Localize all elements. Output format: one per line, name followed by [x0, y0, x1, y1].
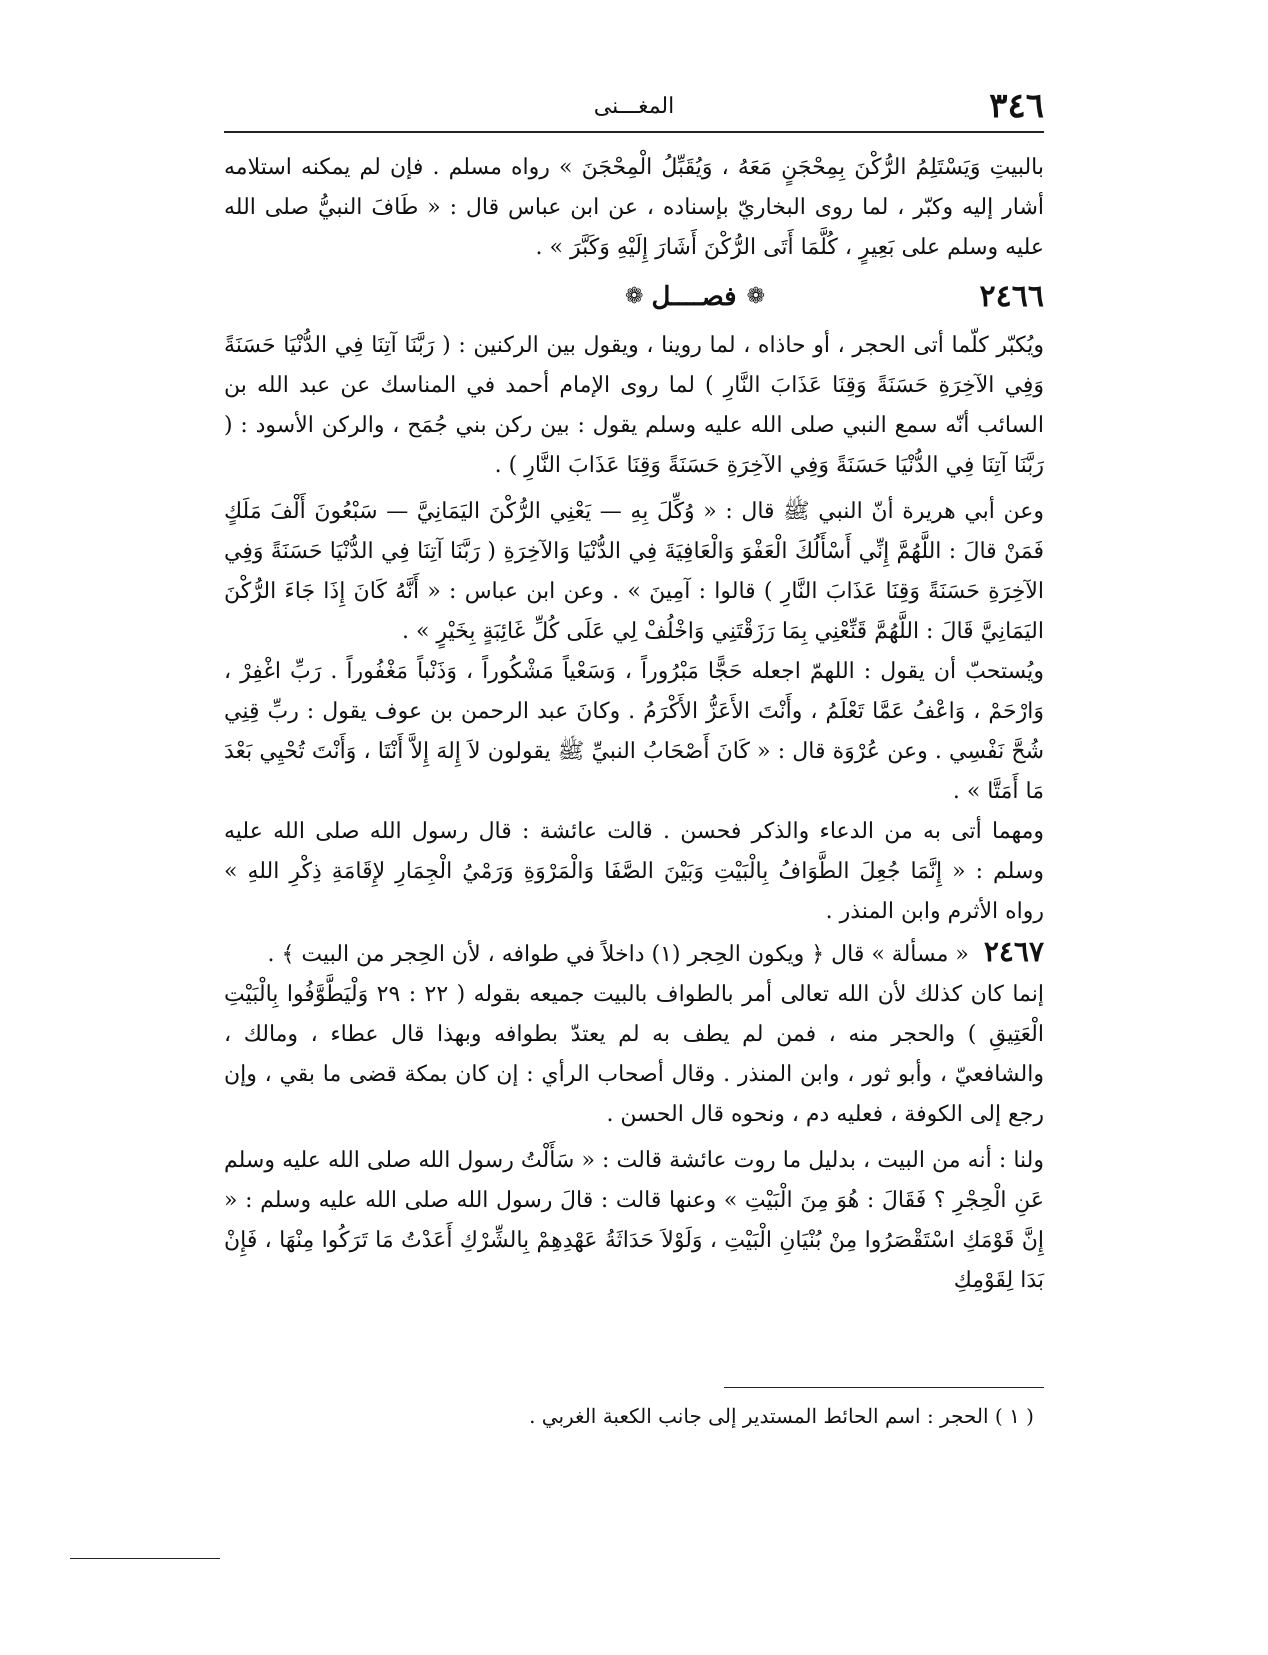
paragraph-4: ويُستحبّ أن يقول : اللهمّ اجعله حَجًّا مَبْرُوراً ، وَسَعْياً مَشْكُوراً ، وَذَنْباً مَغْفُوراً . رَبِّ اغْفِرْ ، وَارْحَمْ ، وَاعْفُ عَمَّا تَعْلَمُ ، وأَنْتَ الأَعَزُّ الأَكْرَمُ . وكانَ عبد الرحمن بن عوف يقول : ربِّ قِنِي شُحَّ نَفْسِي . وعن عُرْوَة قال : « كَانَ أَصْحَابُ النبيِّ ﷺ يقولون لاَ إِلهَ إِلاَّ أَنْتَا ، وَأَنْتَ تُحْيِي بَعْدَ مَا أَمَتَّا » .: [224, 659, 1044, 804]
paragraph-1: بالبيتِ وَيَسْتَلِمُ الرُّكْنَ بِمِحْجَنٍ مَعَهُ ، وَيُقَبِّلُ الْمِحْجَنَ » رواه مسلم . فإن لم يمكنه استلامه أشار إليه وكبّر ، لما روى البخاريّ بإسناده ، عن ابن عباس قال : « طَافَ النبيُّ صلى الله عليه وسلم على بَعِيرٍ ، كُلَّمَا أَتَى الرُّكْنَ أَشَارَ إِلَيْهِ وَكَبَّرَ » .: [224, 155, 1044, 260]
section-title-wrap: [454, 277, 934, 317]
paragraph-3: وعن أبي هريرة أنّ النبي ﷺ قال : « وُكِّلَ بِهِ — يَعْنِي الرُّكْنَ اليَمَانِيَّ — سَبْعُونَ أَلْفَ مَلَكٍ فَمَنْ قالَ : اللَّهُمَّ إِنِّي أَسْأَلُكَ الْعَفْوَ وَالْعَافِيَةَ فِي الدُّنْيَا وَالآخِرَةِ ( رَبَّنَا آتِنَا فِي الدُّنْيَا حَسَنَةً وَفِي الآخِرَةِ حَسَنَةً وَقِنَا عَذَابَ النَّارِ ) قالوا : آمِينَ » . وعن ابن عباس : « أَنَّهُ كَانَ إِذَا جَاءَ الرُّكْنَ اليَمَانِيَّ قَالَ : اللَّهُمَّ قَنِّعْنِي بِمَا رَزَقْتَنِي وَاخْلُفْ لِي عَلَى كُلِّ غَائِبَةٍ بِخَيْرٍ » .: [224, 499, 1044, 644]
paragraph-6: إنما كان كذلك لأن الله تعالى أمر بالطواف بالبيت جميعه بقوله ( ٢٢ : ٢٩ وَلْيَطَّوَّفُوا بِالْبَيْتِ الْعَتِيقِ ) والحجر منه ، فمن لم يطف به لم يعتدّ بطوافه وبهذا قال عطاء ، ومالك ، والشافعيّ ، وأبو ثور ، وابن المنذر . وقال أصحاب الرأي : إن كان بمكة قضى ما بقي ، وإن رجع إلى الكوفة ، فعليه دم ، ونحوه قال الحسن .: [224, 982, 1044, 1127]
issue-number: ٢٤٦٧: [983, 935, 1044, 968]
section-number: ٢٤٦٦: [979, 279, 1044, 314]
footnote-rule: [724, 1387, 1044, 1388]
section-heading: [224, 270, 1044, 324]
bottom-rule: [70, 1558, 220, 1559]
ornament-right-icon: ❁: [746, 284, 764, 309]
footnote: ( ١ ) الحجر : اسم الحائط المستدير إلى جانب الكعبة الغربي .: [529, 1404, 1034, 1428]
header-rule: [224, 131, 1044, 133]
ornament-left-icon: ❁: [625, 284, 642, 309]
section-title: فصــــل: [651, 282, 737, 312]
page-number: ٣٤٦: [989, 86, 1044, 126]
body-text: [224, 148, 1044, 1301]
paragraph-5: ومهما أتى به من الدعاء والذكر فحسن . قالت عائشة : قال رسول الله صلى الله عليه وسلم : « إِنَّمَا جُعِلَ الطَّوَافُ بِالْبَيْتِ وَبَيْنَ الصَّفَا وَالْمَرْوَةِ وَرَمْيُ الْجِمَارِ لإِقَامَةِ ذِكْرِ اللهِ » رواه الأثرم وابن المنذر .: [224, 819, 1044, 924]
running-title: المغـــنى: [593, 94, 675, 119]
page-header: [224, 84, 1044, 132]
issue-text: « مسألة » قال ﴿ ويكون الحِجر (١) داخلاً في طوافه ، لأن الحِجر من البيت ﴾ .: [267, 942, 969, 967]
paragraph-7: ولنا : أنه من البيت ، بدليل ما روت عائشة قالت : « سَأَلْتُ رسول الله صلى الله عليه وسلم عَنِ الْحِجْرِ ؟ فَقَالَ : هُوَ مِنَ الْبَيْتِ » وعنها قالت : قالَ رسول الله صلى الله عليه وسلم : « إِنَّ قَوْمَكِ اسْتَقْصَرُوا مِنْ بُنْيَانِ الْبَيْتِ ، وَلَوْلاَ حَدَاثَةُ عَهْدِهِمْ بِالشِّرْكِ أَعَدْتُ مَا تَرَكُوا مِنْهَا ، فَإِنْ بَدَا لِقَوْمِكِ: [224, 1148, 1044, 1293]
issue-2467: [224, 932, 1044, 975]
paragraph-2: ويُكبّر كلّما أتى الحجر ، أو حاذاه ، لما روينا ، ويقول بين الركنين : ( رَبَّنَا آتِنَا فِي الدُّنْيَا حَسَنَةً وَفِي الآخِرَةِ حَسَنَةً وَقِنَا عَذَابَ النَّارِ ) لما روى الإمام أحمد في المناسك عن عبد الله بن السائب أنّه سمع النبي صلى الله عليه وسلم يقول : بين ركن بني جُمَح ، والركن الأسود : ( رَبَّنَا آتِنَا فِي الدُّنْيَا حَسَنَةً وَفِي الآخِرَةِ حَسَنَةً وَقِنَا عَذَابَ النَّارِ ) .: [224, 333, 1044, 478]
